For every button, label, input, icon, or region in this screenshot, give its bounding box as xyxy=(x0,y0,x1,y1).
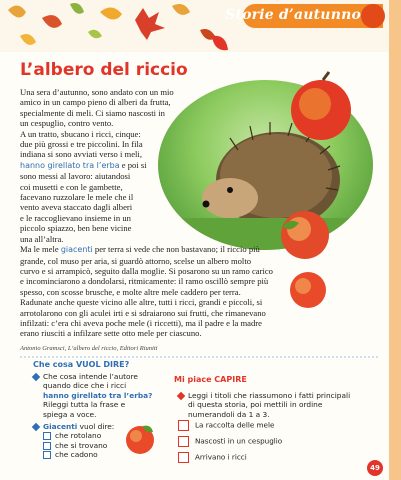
story-source: Antonio Gramsci, L’albero del riccio, Editori Riuniti xyxy=(20,345,158,352)
story-line: coi musetti e con le gambette, xyxy=(20,181,123,192)
story-line-highlight: hanno girellato tra l’erba e poi si xyxy=(20,159,147,170)
diamond-bullet-icon xyxy=(32,423,40,431)
vuol-dire-question-1 xyxy=(33,372,173,419)
checkbox-icon[interactable] xyxy=(43,451,51,459)
story-text xyxy=(20,87,273,339)
option-label: che cadono xyxy=(55,450,98,460)
red-apple-icon xyxy=(285,70,357,142)
apple-icon xyxy=(275,205,331,261)
story-line: piccolo spiazzo, ben bene vicine xyxy=(20,223,132,234)
number-box[interactable] xyxy=(178,452,189,463)
option-label: che si trovano xyxy=(55,440,108,450)
checkbox-icon[interactable] xyxy=(43,432,51,440)
story-line: facevano ruzzolare le mele che il xyxy=(20,192,134,203)
option-che-si-trovano[interactable] xyxy=(33,441,153,450)
story-line: indiana si sono avviati verso i meli, xyxy=(20,149,142,160)
question-line: spiega a voce. xyxy=(43,409,97,419)
story-line: un cespuglio, contro vento. xyxy=(20,118,114,129)
story-line: specialmente di meli. Ci siamo nascosti in xyxy=(20,107,165,118)
vuol-dire-heading: Che cosa VUOL DIRE? xyxy=(33,360,130,369)
story-line: spesso, con scosse brusche, e molte altre mele caddero per terra. xyxy=(20,286,241,297)
option-che-cadono[interactable] xyxy=(33,450,153,459)
autumn-leaves-decoration xyxy=(0,0,240,58)
story-title: L’albero del riccio xyxy=(20,60,188,80)
story-line: due più grossi e tre piccolini. In fila xyxy=(20,139,143,150)
story-line: vento aveva staccato dagli alberi xyxy=(20,202,133,213)
story-line: arrotolarono con gli aculei irti e si sdraiarono sui frutti, che rimanevano xyxy=(20,307,266,318)
question-tail: vuol dire: xyxy=(77,422,115,431)
highlight-word: giacenti xyxy=(60,245,93,255)
leaf-icon xyxy=(135,8,165,40)
leaf-icon xyxy=(70,3,84,14)
leaf-icon xyxy=(8,5,26,17)
page-edge-bar xyxy=(389,0,401,480)
capire-heading: Mi piace CAPIRE xyxy=(174,375,247,384)
story-line-highlight: Ma le mele giacenti per terra si vede che non bastavano; il riccio più xyxy=(20,244,260,255)
leaf-icon xyxy=(100,7,122,19)
option-label: Nascosti in un cespuglio xyxy=(195,436,283,446)
question-quote: hanno girellato tra l’erba? xyxy=(43,390,153,400)
story-line: amico in un campo pieno di alberi da frutta, xyxy=(20,97,171,108)
number-box[interactable] xyxy=(178,436,189,447)
page-number: 49 xyxy=(367,460,383,476)
vuol-dire-question-2 xyxy=(33,422,153,460)
diamond-bullet-icon xyxy=(177,392,185,400)
question-line: Rileggi tutta la frase e xyxy=(43,400,126,410)
story-line: A un tratto, sbucano i ricci, cinque: xyxy=(20,128,141,139)
order-option-raccolta[interactable] xyxy=(178,420,274,432)
story-line: grande, col muso per aria, si guardò attorno, scelse un albero molto xyxy=(20,255,252,266)
capire-instructions xyxy=(178,391,350,419)
question-line: Che cosa intende l’autore xyxy=(43,372,138,381)
story-line: Radunate anche queste vicino alle altre, tutti i ricci, grandi e piccoli, si xyxy=(20,297,263,308)
instruction-line: di questa storia, poi mettili in ordine xyxy=(188,400,323,410)
highlight-phrase: hanno girellato tra l’erba xyxy=(20,160,120,170)
number-box[interactable] xyxy=(178,420,189,431)
option-label: Arrivano i ricci xyxy=(195,452,247,462)
order-option-nascosti[interactable] xyxy=(178,436,282,448)
story-line: sono messi al lavoro: aiutandosi xyxy=(20,171,131,182)
question-line: quando dice che i ricci xyxy=(43,381,127,391)
leaf-icon xyxy=(42,15,62,28)
leaf-icon xyxy=(212,36,228,50)
instruction-line: numerandoli da 1 a 3. xyxy=(188,409,270,419)
leaf-icon xyxy=(172,4,190,15)
checkbox-icon[interactable] xyxy=(43,442,51,450)
leaf-icon xyxy=(88,30,102,39)
badge-icon xyxy=(361,4,385,28)
apple-icon xyxy=(287,268,329,310)
story-line: Una sera d’autunno, sono andato con un mio xyxy=(20,87,174,97)
story-line: curvo e si arrampicò, seguito dalla moglie. Si posarono su un ramo carico xyxy=(20,265,273,276)
story-line: e le raccoglievano insieme in un xyxy=(20,212,131,223)
series-title: Storie d’autunno xyxy=(225,7,361,23)
term: Giacenti xyxy=(43,422,78,431)
story-line: erano riusciti a infilzare sette otto mele per ciascuno. xyxy=(20,328,202,339)
story-line: e incominciarono a dondolarsi, ritmicamente: il ramo oscillò sempre più xyxy=(20,276,269,287)
order-option-arrivano[interactable] xyxy=(178,452,247,464)
option-label: che rotolano xyxy=(55,431,102,441)
story-line: una all’altra. xyxy=(20,233,64,244)
option-che-rotolano[interactable] xyxy=(33,431,153,440)
option-label: La raccolta delle mele xyxy=(195,420,275,430)
diamond-bullet-icon xyxy=(32,373,40,381)
instruction-line: Leggi i titoli che riassumono i fatti principali xyxy=(188,391,351,400)
leaf-icon xyxy=(20,34,36,45)
story-line: infilzati: c’era chi aveva poche mele (i riccetti), ma il padre e la madre xyxy=(20,317,262,328)
